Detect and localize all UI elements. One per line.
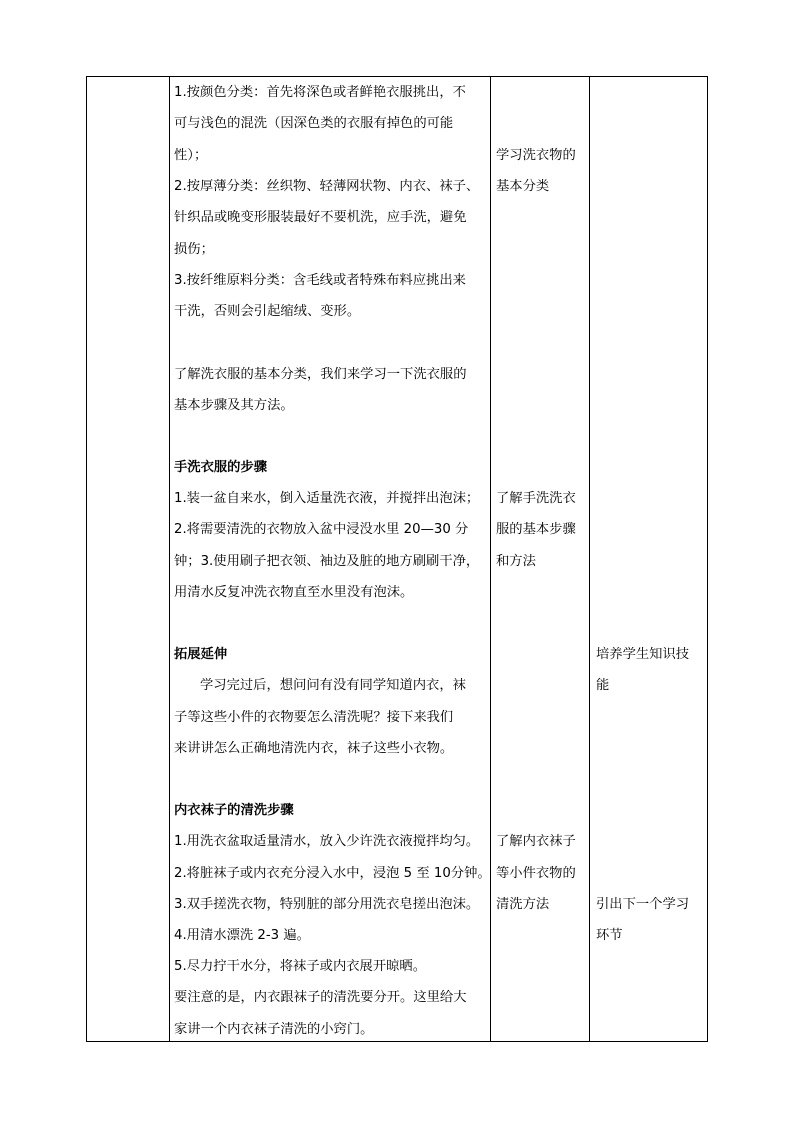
intent-line: 能: [596, 678, 610, 693]
content-line: 学习完过后，想问问有没有同学知道内衣，袜: [200, 678, 466, 693]
purpose-line: 基本分类: [496, 179, 550, 194]
purpose-line: 清洗方法: [496, 897, 550, 912]
content-line: 1.用洗衣盆取适量清水，放入少许洗衣液搅拌均匀。: [174, 834, 480, 849]
content-line: 3.按纤维原料分类：含毛线或者特殊布料应挑出来: [174, 273, 466, 288]
content-line: 基本步骤及其方法。: [174, 398, 294, 413]
purpose-line: 等小件衣物的: [496, 866, 576, 881]
content-line: 4.用清水漂洗 2-3 遍。: [174, 928, 310, 943]
content-line: 2.将脏袜子或内衣充分浸入水中，浸泡 5 至 10分钟。: [174, 866, 491, 881]
purpose-line: 了解内衣袜子: [496, 834, 576, 849]
purpose-line: 服的基本步骤: [496, 522, 576, 537]
content-line: 损伤；: [174, 242, 214, 257]
purpose-cell: [491, 77, 589, 1041]
content-line: 1.按颜色分类：首先将深色或者鲜艳衣服挑出，不: [174, 85, 466, 100]
intent-line: 环节: [596, 928, 623, 943]
section-heading-underwear: 内衣袜子的清洗步骤: [174, 803, 294, 818]
purpose-line: 了解手洗洗衣: [496, 491, 576, 506]
teaching-content-cell: [170, 77, 490, 1041]
content-line: 1.装一盆自来水，倒入适量洗衣液，并搅拌出泡沫；: [174, 491, 480, 506]
intent-cell: [590, 77, 707, 1041]
content-line: 要注意的是，内衣跟袜子的清洗要分开。这里给大: [174, 990, 467, 1005]
purpose-line: 和方法: [496, 554, 536, 569]
content-line: 2.按厚薄分类：丝织物、轻薄网状物、内衣、袜子、: [174, 179, 480, 194]
content-line: 5.尽力拧干水分，将袜子或内衣展开晾晒。: [174, 959, 427, 974]
content-line: 3.双手搓洗衣物，特别脏的部分用洗衣皂搓出泡沫。: [174, 897, 480, 912]
intent-line: 引出下一个学习: [596, 897, 690, 912]
content-line: 干洗，否则会引起缩绒、变形。: [174, 304, 361, 319]
content-line: 2.将需要清洗的衣物放入盆中浸没水里 20—30 分: [174, 522, 469, 537]
intent-line: 培养学生知识技: [596, 647, 690, 662]
content-line: 性）；: [174, 148, 208, 163]
section-heading-handwash: 手洗衣服的步骤: [174, 460, 268, 475]
empty-left-cell: [87, 77, 169, 1041]
purpose-line: 学习洗衣物的: [496, 148, 576, 163]
content-line: 来讲讲怎么正确地清洗内衣，袜子这些小衣物。: [174, 741, 454, 756]
section-heading-extension: 拓展延伸: [174, 647, 228, 662]
content-line: 子等这些小件的衣物要怎么清洗呢？接下来我们: [174, 710, 454, 725]
content-line: 用清水反复冲洗衣物直至水里没有泡沫。: [174, 585, 414, 600]
content-line: 针织品或晚变形服装最好不要机洗，应手洗，避免: [174, 210, 467, 225]
lesson-table: [86, 76, 708, 1042]
content-line: 家讲一个内衣袜子清洗的小窍门。: [174, 1022, 374, 1037]
content-line: 钟；3.使用刷子把衣领、袖边及脏的地方刷刷干净，: [174, 554, 480, 569]
content-line: 可与浅色的混洗（因深色类的衣服有掉色的可能: [174, 116, 454, 131]
content-line: 了解洗衣服的基本分类，我们来学习一下洗衣服的: [174, 367, 467, 382]
